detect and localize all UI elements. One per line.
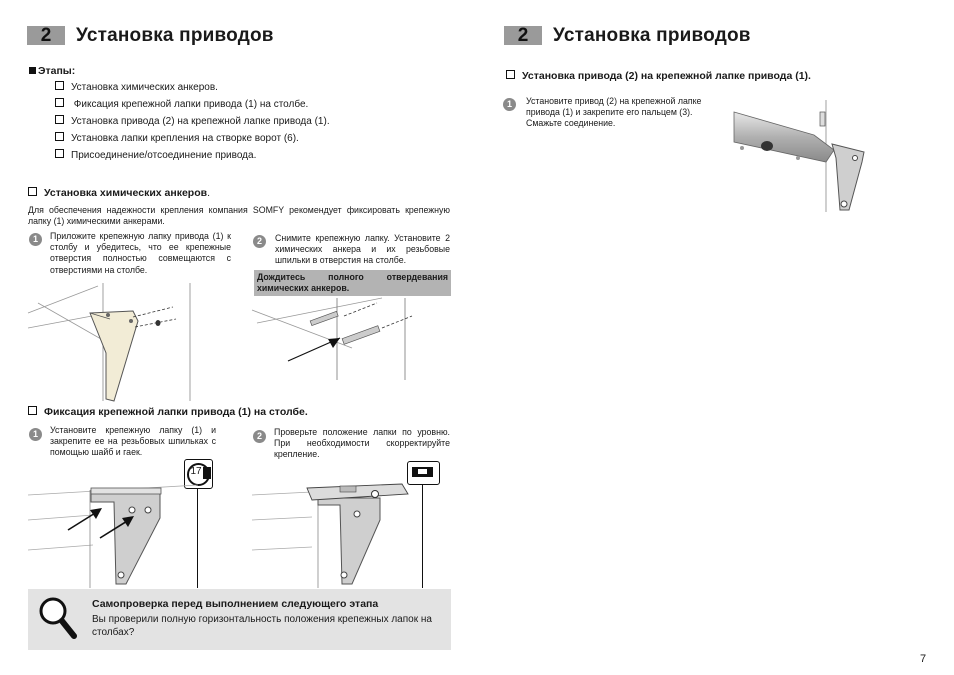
checkbox-icon bbox=[55, 149, 64, 158]
chem-heading-text: Установка химических анкеров bbox=[44, 187, 208, 199]
stage-text: Присоединение/отсоединение привода. bbox=[71, 150, 257, 161]
stages-list bbox=[55, 81, 330, 166]
checkbox-icon bbox=[28, 187, 37, 196]
stage-text: Установка привода (2) на крепежной лапке привода (1). bbox=[71, 116, 330, 127]
step-1-badge: 1 bbox=[503, 98, 516, 111]
wrench-size-label: 17 bbox=[190, 466, 202, 477]
stage-item bbox=[55, 149, 330, 166]
install-drive-step-1-text: Установите привод (2) на крепежной лапке привода (1) и закрепите его пальцем (3). Смажьте соединение. bbox=[526, 96, 702, 129]
fix-heading-text: Фиксация крепежной лапки привода (1) на столбе. bbox=[44, 406, 308, 418]
fix-bracket-heading bbox=[28, 406, 308, 418]
chem-step-2-text: Снимите крепежную лапку. Установите 2 химических анкера и их резьбовые шпильки в отверстия на столбе. bbox=[275, 233, 450, 266]
bracket-fixed-illustration bbox=[28, 480, 198, 590]
section-number-badge: 2 bbox=[27, 26, 65, 45]
self-check-title: Самопроверка перед выполнением следующего этапа bbox=[92, 598, 379, 610]
stage-item bbox=[55, 98, 330, 115]
section-title: Установка приводов bbox=[553, 25, 751, 46]
stage-item bbox=[55, 132, 330, 149]
level-check-illustration bbox=[252, 480, 422, 590]
checkbox-icon bbox=[55, 115, 64, 124]
checkbox-icon bbox=[55, 81, 64, 90]
checkbox-icon bbox=[506, 70, 515, 79]
chem-step-1-text: Приложите крепежную лапку привода (1) к столбу и убедитесь, что ее крепежные отверстия полностью совмещаются с отверстиями на столбе. bbox=[50, 231, 231, 275]
callout-line bbox=[422, 485, 423, 588]
step-2-badge: 2 bbox=[253, 235, 266, 248]
install-drive-heading-text: Установка привода (2) на крепежной лапке привода (1). bbox=[522, 70, 811, 82]
chem-anchors-heading bbox=[28, 187, 210, 199]
section-title: Установка приводов bbox=[76, 25, 274, 46]
stages-heading-text: Этапы: bbox=[38, 65, 76, 77]
drive-on-bracket-illustration bbox=[734, 100, 874, 215]
fix-step-1-text: Установите крепежную лапку (1) и закрепите ее на резьбовых шпильках с помощью шайб и гаек. bbox=[50, 425, 216, 458]
step-1-badge: 1 bbox=[29, 233, 42, 246]
page-number: 7 bbox=[920, 653, 927, 665]
chem-heading-dot: . bbox=[207, 187, 211, 199]
section-number-badge: 2 bbox=[504, 26, 542, 45]
stage-text: Установка лапки крепления на створке ворот (6). bbox=[71, 133, 299, 144]
magnifier-icon bbox=[38, 596, 80, 642]
stages-heading bbox=[29, 65, 75, 77]
self-check-text: Вы проверили полную горизонтальность положения крепежных лапок на столбах? bbox=[92, 614, 432, 638]
checkbox-icon bbox=[55, 132, 64, 141]
step-2-badge: 2 bbox=[253, 430, 266, 443]
checkbox-icon bbox=[28, 406, 37, 415]
checkbox-icon bbox=[55, 98, 64, 107]
stage-text: Установка химических анкеров. bbox=[71, 82, 218, 93]
stage-item bbox=[55, 115, 330, 132]
stage-item bbox=[55, 81, 330, 98]
warning-box: Дождитесь полного отвердевания химических анкеров. bbox=[254, 270, 451, 296]
stage-text: Фиксация крепежной лапки привода (1) на столбе. bbox=[71, 99, 309, 110]
bracket-on-post-illustration bbox=[28, 283, 228, 403]
step-1-badge: 1 bbox=[29, 428, 42, 441]
install-drive-heading bbox=[506, 70, 811, 82]
fix-step-2-text: Проверьте положение лапки по уровню. При необходимости скорректируйте крепление. bbox=[274, 427, 450, 460]
chem-intro: Для обеспечения надежности крепления компания SOMFY рекомендует фиксировать крепежную лапку (1) химическими анкерами. bbox=[28, 205, 450, 227]
bullet-square-icon bbox=[29, 67, 36, 74]
self-check-box bbox=[28, 589, 451, 650]
chemical-anchors-illustration bbox=[252, 298, 452, 403]
